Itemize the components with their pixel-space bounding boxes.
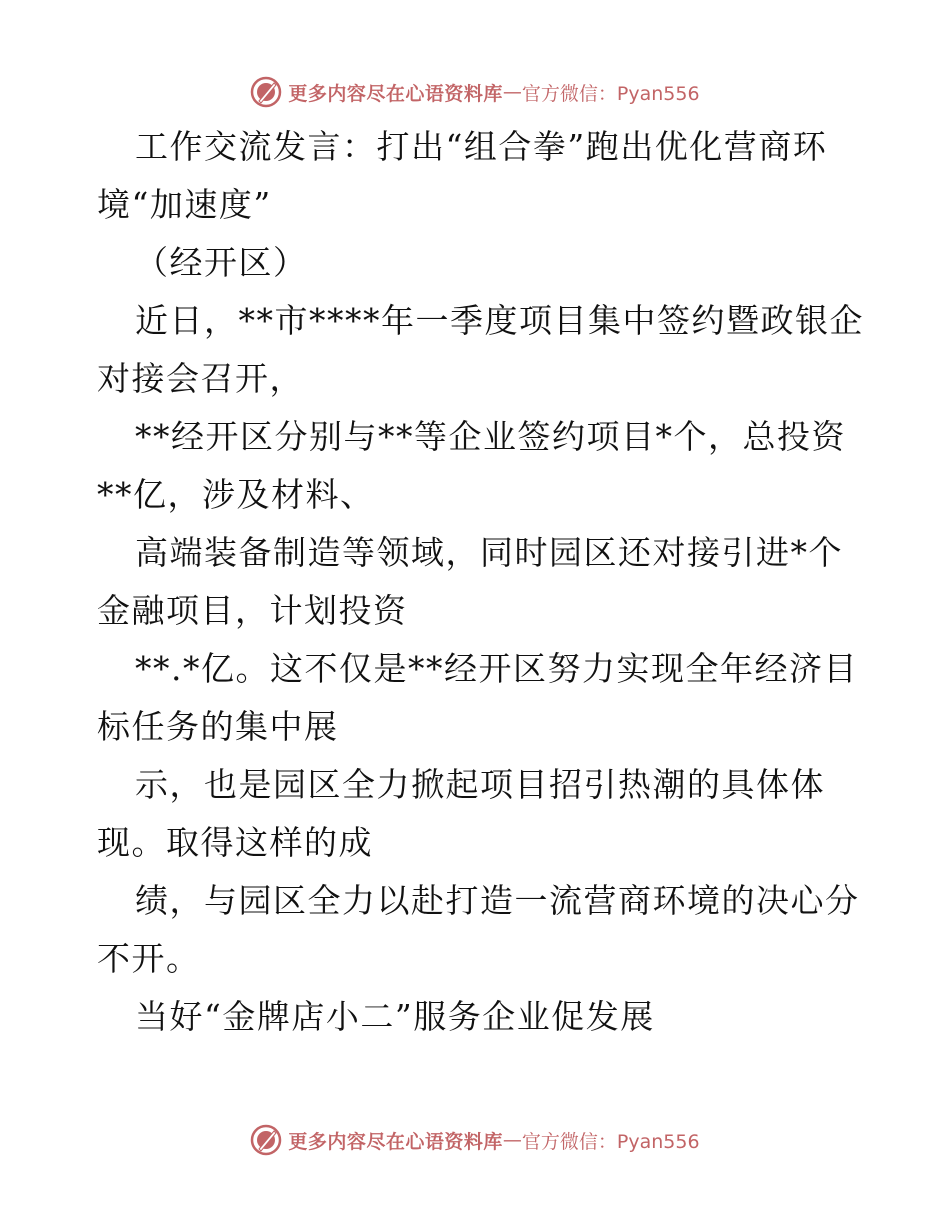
doc-line: （经开区） — [135, 243, 308, 282]
doc-line: 近日，**市****年一季度项目集中签约暨政银企 — [135, 301, 864, 340]
doc-line: 当好“金牌店小二”服务企业促发展 — [135, 997, 655, 1036]
doc-line: 示，也是园区全力掀起项目招引热潮的具体体 — [135, 765, 825, 804]
doc-line: **经开区分别与**等企业签约项目*个，总投资 — [135, 417, 846, 456]
header-watermark — [0, 72, 950, 112]
doc-line: 工作交流发言：打出“组合拳”跑出优化营商环 — [135, 127, 828, 166]
doc-line: **亿，涉及材料、 — [97, 475, 375, 514]
doc-line: 不开。 — [97, 939, 201, 978]
watermark-separator: — — [502, 1129, 522, 1151]
doc-line: 境“加速度” — [97, 185, 272, 224]
doc-line: **.*亿。这不仅是**经开区努力实现全年经济目 — [135, 649, 858, 688]
doc-line: 对接会召开， — [97, 359, 304, 398]
watermark-site-text: 更多内容尽在心语资料库 — [288, 82, 503, 105]
doc-line: 绩，与园区全力以赴打造一流营商环境的决心分 — [135, 881, 860, 920]
watermark-contact-text: 官方微信：Pyan556 — [521, 82, 700, 105]
watermark-contact-text: 官方微信：Pyan556 — [521, 1130, 700, 1153]
watermark-site-text: 更多内容尽在心语资料库 — [288, 1130, 503, 1153]
feather-pen-logo-icon — [250, 76, 282, 108]
footer-watermark — [0, 1120, 950, 1160]
doc-line: 高端装备制造等领域，同时园区还对接引进*个 — [135, 533, 843, 572]
feather-pen-logo-icon — [250, 1124, 282, 1156]
watermark-separator: — — [502, 81, 522, 103]
document-body — [97, 118, 864, 1046]
doc-line: 标任务的集中展 — [97, 707, 339, 746]
doc-line: 现。取得这样的成 — [97, 823, 373, 862]
doc-line: 金融项目，计划投资 — [97, 591, 408, 630]
